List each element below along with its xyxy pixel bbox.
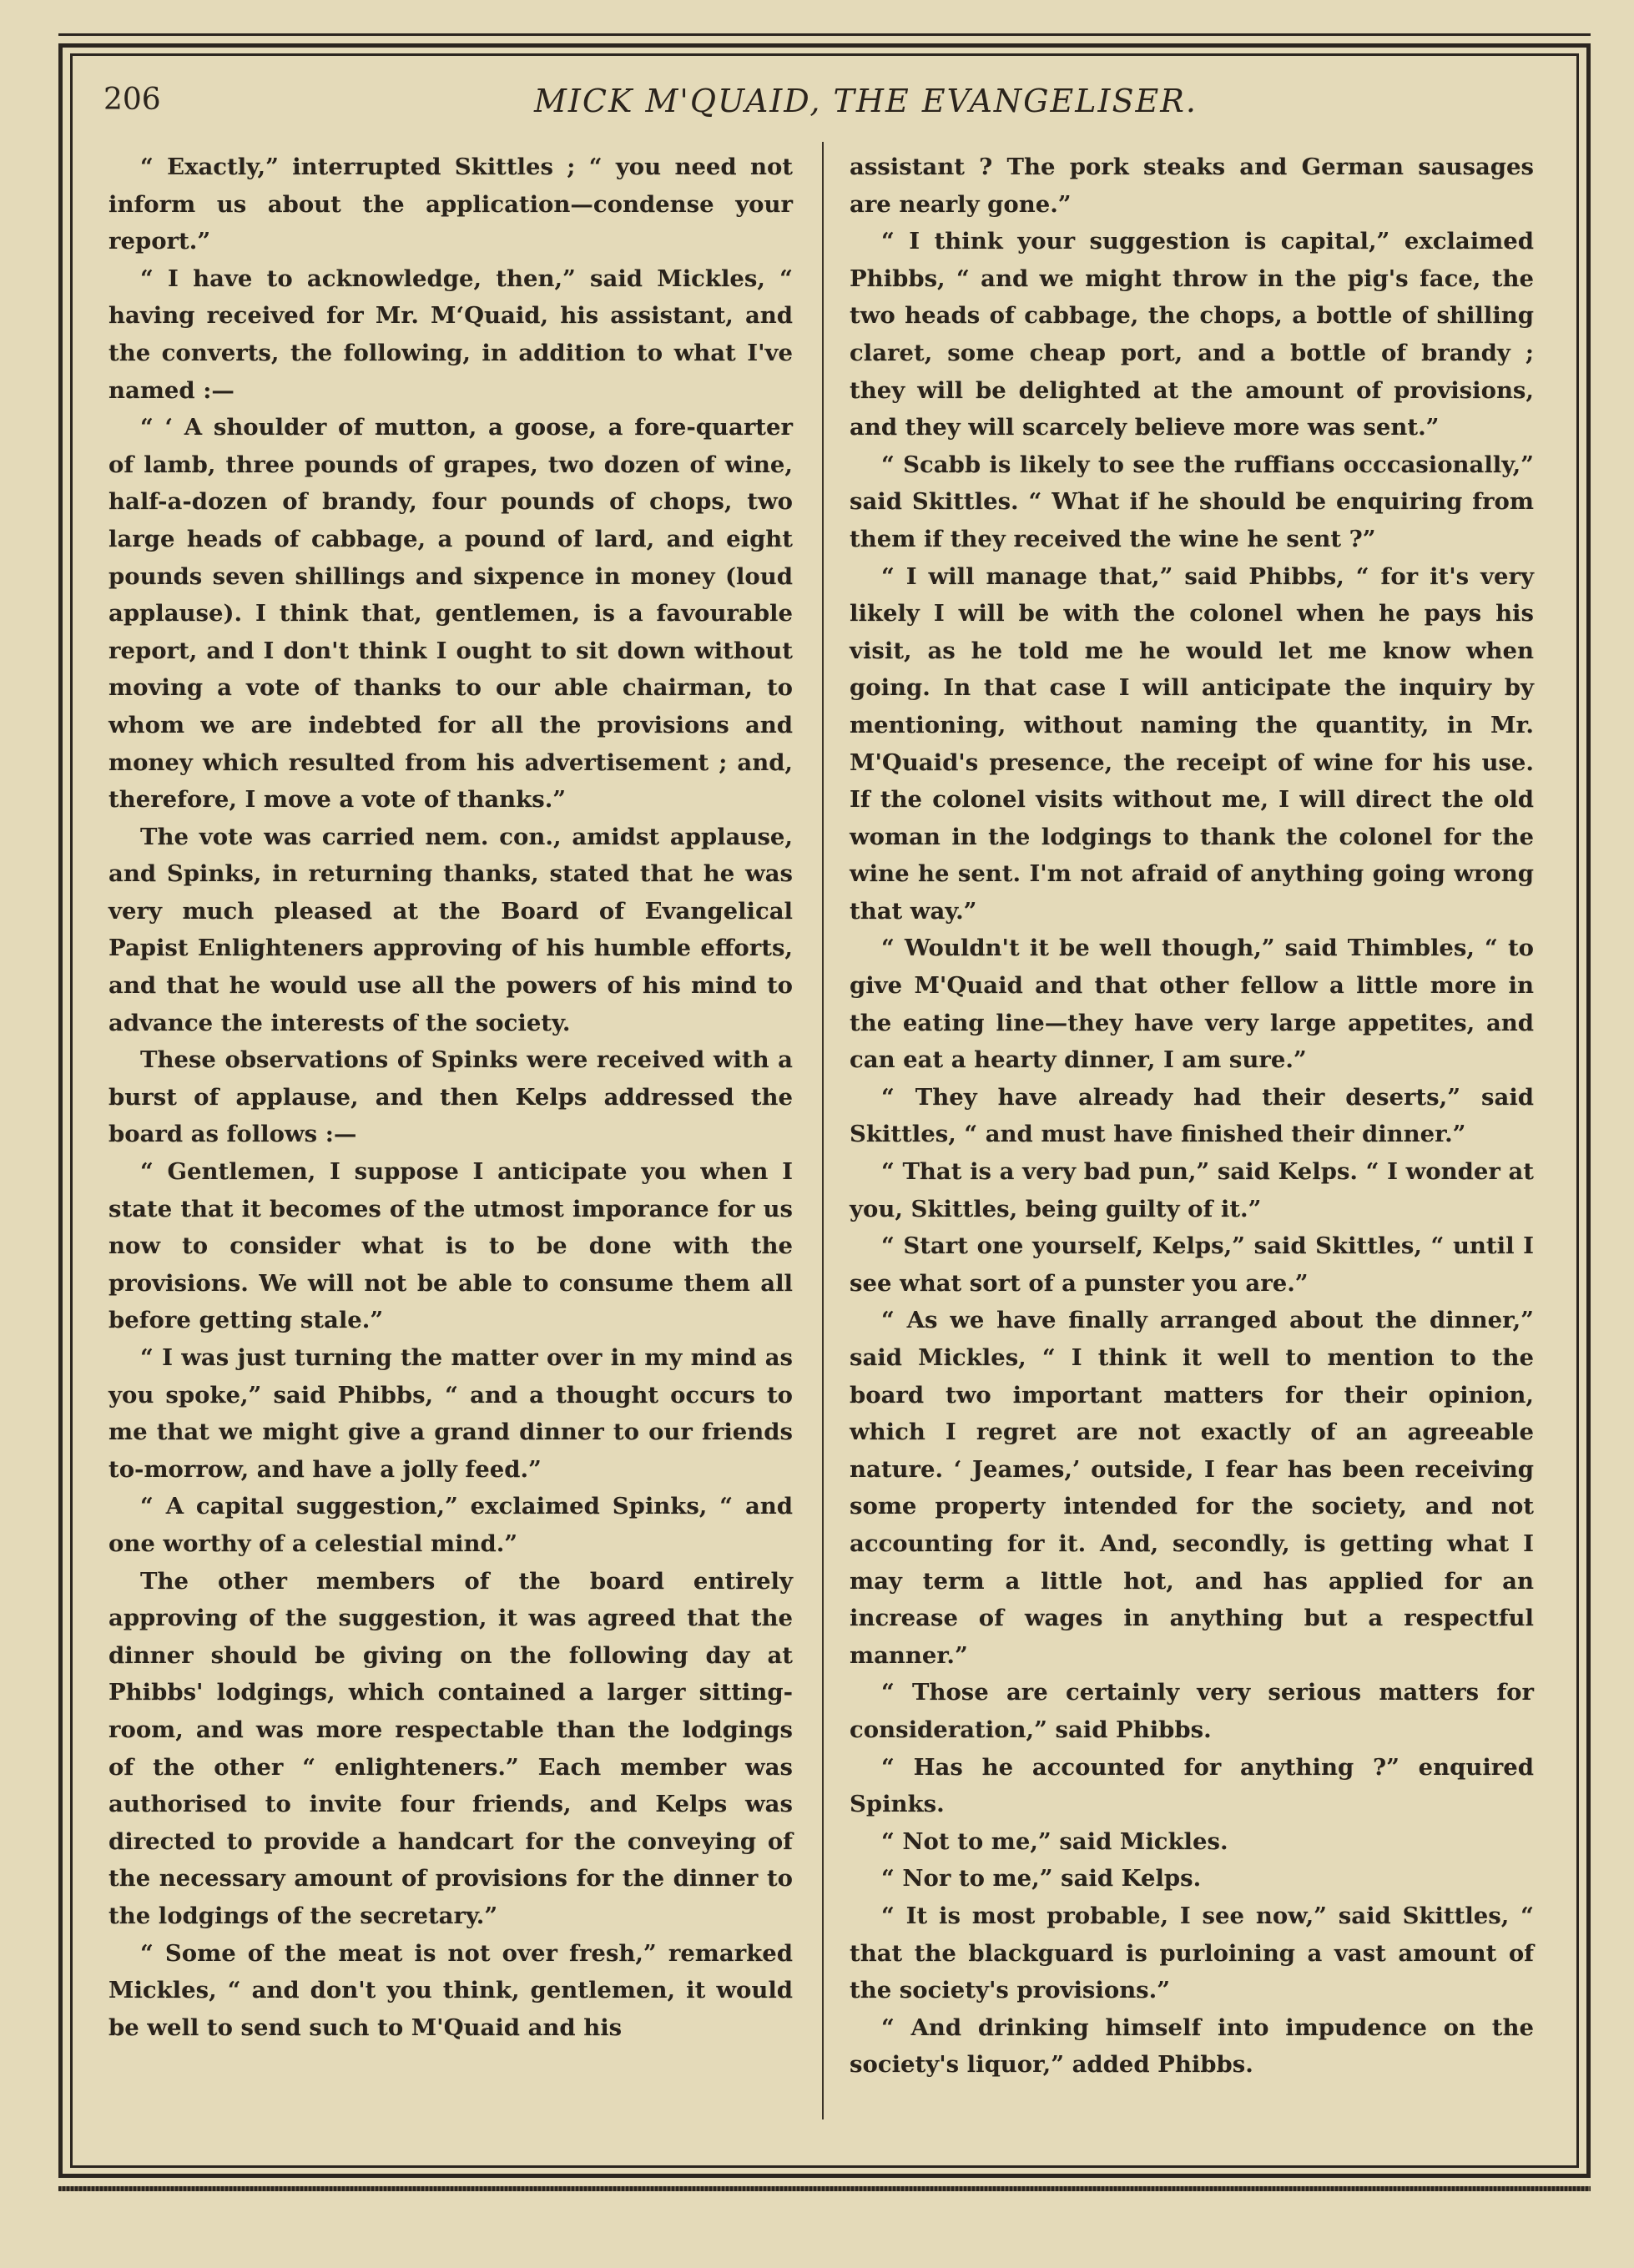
paragraph: assistant ? The pork steaks and German sausages are nearly gone.” xyxy=(850,154,1534,218)
paragraph: The other members of the board entirely approving of the suggestion, it was agreed that the dinner should be giving on the following day at Phibbs' lodgings, which contained a larger sitting-room, and was more respectable than the lodgings of the other “ enlighteners.” Each member was authorised to invite four friends, and Kelps was directed to provide a handcart for the conveying of the necessary amount of provisions for the dinner to the lodgings of the secretary.” xyxy=(108,1567,793,1929)
paragraph: “ That is a very bad pun,” said Kelps. “ I wonder at you, Skittles, being guilty of it.” xyxy=(850,1158,1534,1222)
top-rule xyxy=(58,33,1591,36)
paragraph: “ A capital suggestion,” exclaimed Spinks, “ and one worthy of a celestial mind.” xyxy=(108,1493,793,1557)
running-title: MICK M'QUAID, THE EVANGELISER. xyxy=(534,83,1198,119)
paragraph: “ I think your suggestion is capital,” exclaimed Phibbs, “ and we might throw in the pig's face, the two heads of cabbage, the chops, a bottle of shilling claret, some cheap port, and a bottle of brandy ; they will be delighted at the amount of provisions, and they will scarcely believe more was sent.” xyxy=(850,228,1534,441)
paragraph: “ And drinking himself into impudence on the society's liquor,” added Phibbs. xyxy=(850,2013,1534,2079)
paragraph: “ Nor to me,” said Kelps. xyxy=(881,1865,1202,1893)
paragraph: “ Wouldn't it be well though,” said Thimbles, “ to give M'Quaid and that other fellow a little more in the eating line—they have very large appetites, and can eat a hearty dinner, I am sure.” xyxy=(850,935,1534,1074)
paragraph: “ Has he accounted for anything ?” enquired Spinks. xyxy=(850,1753,1534,1818)
paragraph: “ It is most probable, I see now,” said Skittles, “ that the blackguard is purloining a vast amount of the society's provisions.” xyxy=(850,1902,1534,2004)
paragraph: “ As we have finally arranged about the dinner,” said Mickles, “ I think it well to mention to the board two important matters for their opinion, which I regret are not exactly of an agreeable nature. ‘ Jeames,’ outside, I fear has been receiving some property intended for the society, and not accounting for it. And, secondly, is getting what I may term a little hot, and has applied for an increase of wages in anything but a respectful manner.” xyxy=(850,1307,1534,1669)
column-divider xyxy=(822,142,824,2119)
paragraph: “ Gentlemen, I suppose I anticipate you when I state that it becomes of the utmost imporance for us now to consider what is to be done with the provisions. We will not be able to consume them all before getting stale.” xyxy=(108,1158,793,1334)
paragraph: “ ‘ A shoulder of mutton, a goose, a fore-quarter of lamb, three pounds of grapes, two dozen of wine, half-a-dozen of brandy, four pounds of chops, two large heads of cabbage, a pound of lard, and eight pounds seven shillings and sixpence in money (loud applause). I think that, gentlemen, is a favourable report, and I don't think I ought to sit down without moving a vote of thanks to our able chairman, to whom we are indebted for all the provisions and money which resulted from his advertisement ; and, therefore, I move a vote of thanks.” xyxy=(108,414,793,814)
paragraph: “ Scabb is likely to see the ruffians occcasionally,” said Skittles. “ What if he should be enquiring from them if they received the wine he sent ?” xyxy=(850,451,1534,552)
right-column xyxy=(850,149,1534,2084)
paragraph: “ I will manage that,” said Phibbs, “ for it's very likely I will be with the colonel when he pays his visit, as he told me he would let me know when going. In that case I will anticipate the inquiry by mentioning, without naming the quantity, in Mr. M'Quaid's presence, the receipt of wine for his use. If the colonel visits without me, I will direct the old woman in the lodgings to thank the colonel for the wine he sent. I'm not afraid of anything going wrong that way.” xyxy=(850,562,1534,925)
paragraph: “ They have already had their deserts,” said Skittles, “ and must have finished their dinner.” xyxy=(850,1083,1534,1148)
paragraph: These observations of Spinks were received with a burst of applause, and then Kelps addressed the board as follows :— xyxy=(108,1046,793,1148)
paragraph: The vote was carried nem. con., amidst applause, and Spinks, in returning thanks, stated that he was very much pleased at the Board of Evangelical Papist Enlighteners approving of his humble efforts, and that he would use all the powers of his mind to advance the interests of the society. xyxy=(108,823,793,1036)
page-number: 206 xyxy=(103,83,161,117)
paragraph: “ Not to me,” said Mickles. xyxy=(881,1827,1228,1855)
paragraph: “ Start one yourself, Kelps,” said Skittles, “ until I see what sort of a punster you are.” xyxy=(850,1232,1534,1297)
left-column xyxy=(108,149,793,2046)
paragraph: “ Some of the meat is not over fresh,” remarked Mickles, “ and don't you think, gentlemen, it would be well to send such to M'Quaid and his xyxy=(108,1939,793,2041)
bottom-rule xyxy=(58,2186,1591,2191)
page-header xyxy=(100,79,1569,129)
paragraph: “ I was just turning the matter over in my mind as you spoke,” said Phibbs, “ and a thought occurs to me that we might give a grand dinner to our friends to-morrow, and have a jolly feed.” xyxy=(108,1344,793,1483)
paragraph: “ I have to acknowledge, then,” said Mickles, “ having received for Mr. M‘Quaid, his assistant, and the converts, the following, in addition to what I've named :— xyxy=(108,265,793,404)
paragraph: “ Exactly,” interrupted Skittles ; “ you need not inform us about the application—condense your report.” xyxy=(108,154,793,255)
paragraph: “ Those are certainly very serious matters for consideration,” said Phibbs. xyxy=(850,1679,1534,1743)
